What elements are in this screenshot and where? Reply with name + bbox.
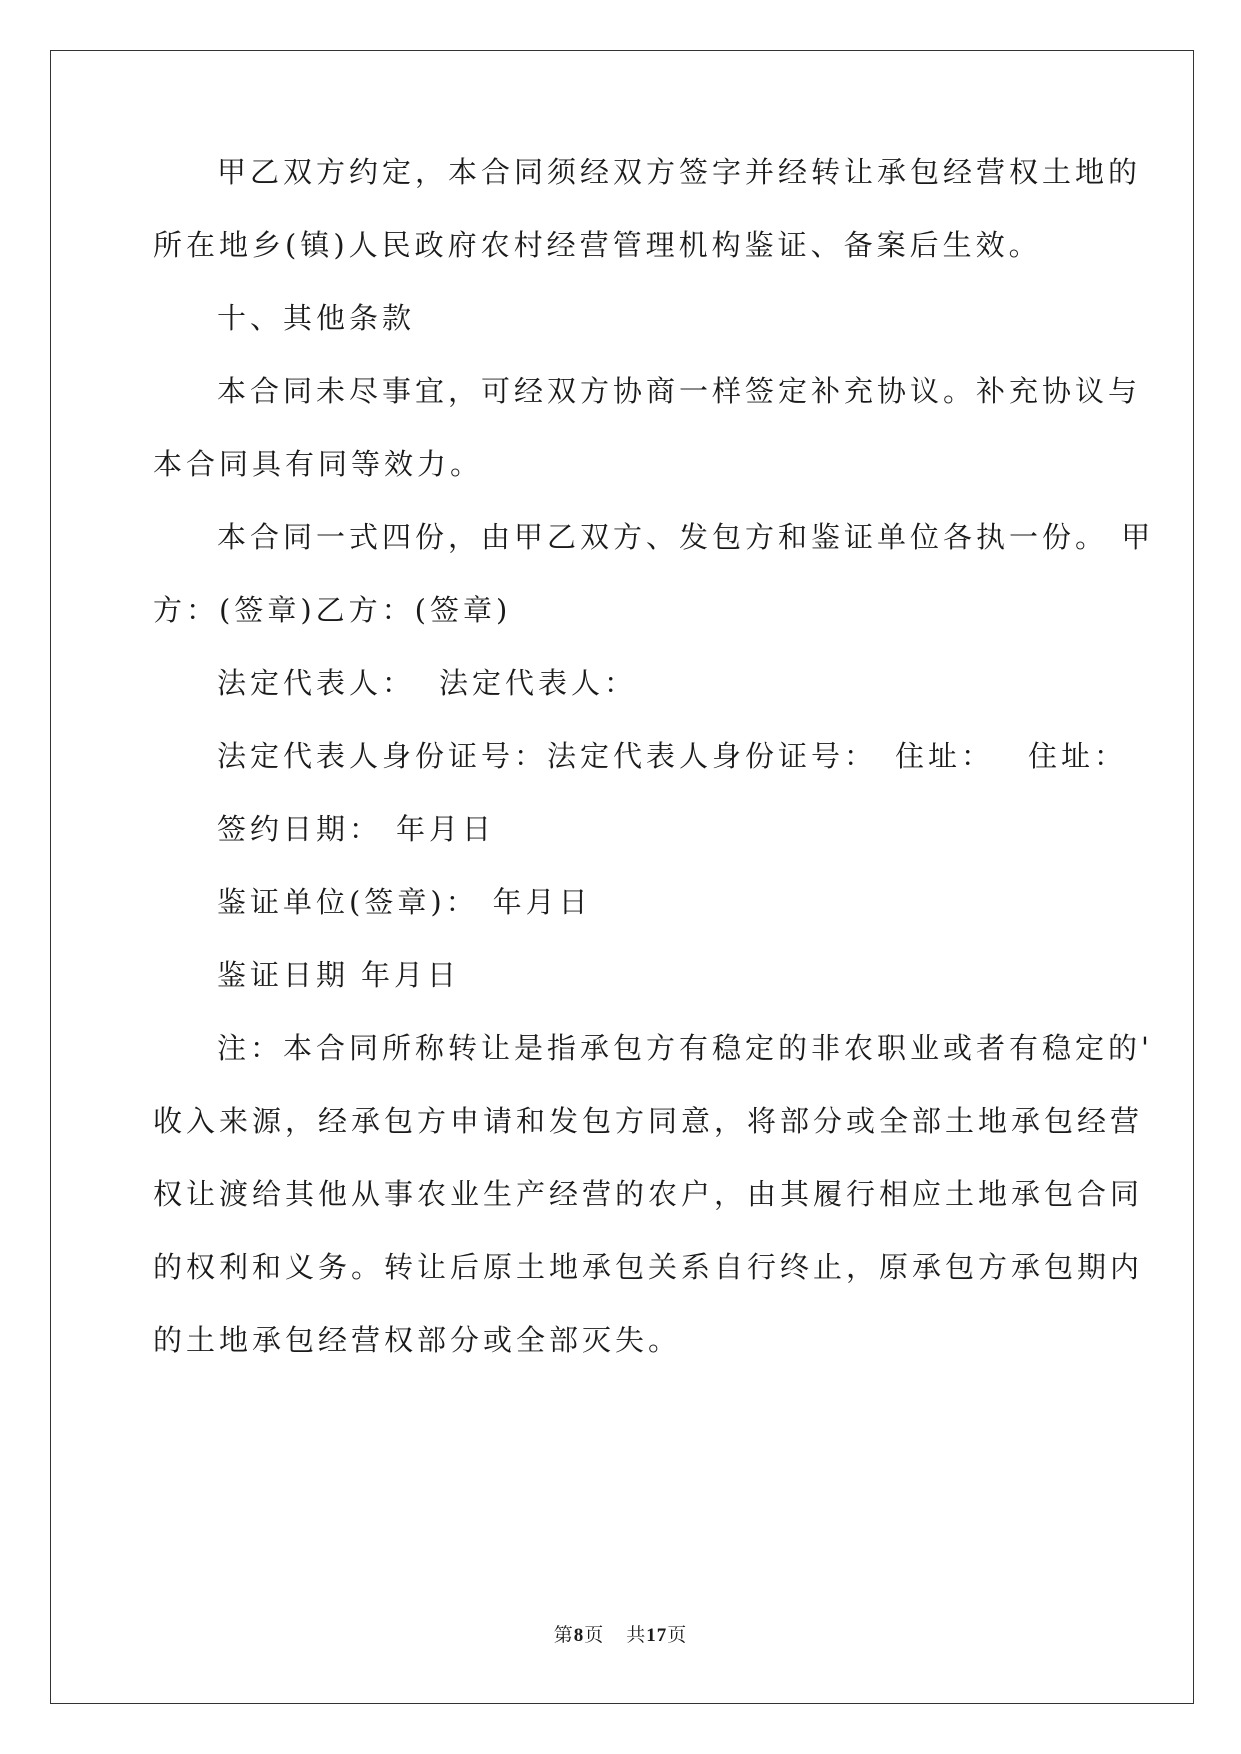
page-footer [0, 1624, 1241, 1648]
signing-date-value: 年月日 [396, 812, 496, 846]
id-number-line [217, 736, 1127, 776]
total-suffix: 页 [667, 1625, 688, 1646]
certifying-unit-date: 年月日 [492, 885, 592, 919]
page-number: 8 [573, 1625, 585, 1646]
party-a-address-label: 住址： [895, 739, 995, 773]
certification-date-line [217, 955, 460, 995]
page-prefix: 第 [553, 1625, 574, 1646]
total-prefix: 共 [626, 1625, 647, 1646]
paragraph-line: 甲乙双方约定，本合同须经双方签字并经转让承包经营权土地的 [217, 155, 1142, 189]
certifying-unit-line [217, 882, 592, 922]
paragraph-line: 所在地乡(镇)人民政府农村经营管理机构鉴证、备案后生效。 [153, 228, 1042, 262]
paragraph-line: 本合同具有同等效力。 [153, 447, 484, 481]
signature-line: 方：(签章)乙方：(签章) [153, 593, 512, 627]
certification-date-label: 鉴证日期 [217, 958, 350, 992]
signing-date-label: 签约日期： [217, 812, 383, 846]
party-b-representative-label: 法定代表人： [439, 666, 638, 700]
note-line: 的土地承包经营权部分或全部灭失。 [153, 1323, 682, 1357]
signing-date-line [217, 809, 495, 849]
paragraph-line: 本合同未尽事宜，可经双方协商一样签定补充协议。补充协议与 [217, 374, 1142, 408]
page-suffix: 页 [584, 1625, 605, 1646]
party-a-representative-label: 法定代表人： [217, 666, 416, 700]
note-line: 注：本合同所称转让是指承包方有稳定的非农职业或者有稳定的' [217, 1031, 1153, 1065]
note-line: 权让渡给其他从事农业生产经营的农户，由其履行相应土地承包合同 [153, 1177, 1144, 1211]
party-b-address-label: 住址： [1028, 739, 1128, 773]
paragraph-line: 本合同一式四份，由甲乙双方、发包方和鉴证单位各执一份。 甲 [217, 520, 1155, 554]
representative-id-labels: 法定代表人身份证号：法定代表人身份证号： [217, 739, 878, 773]
note-line: 的权利和义务。转让后原土地承包关系自行终止，原承包方承包期内 [153, 1250, 1144, 1284]
note-line: 收入来源，经承包方申请和发包方同意，将部分或全部土地承包经营 [153, 1104, 1144, 1138]
total-pages: 17 [646, 1625, 668, 1646]
section-heading: 十、其他条款 [217, 301, 416, 335]
certification-date-value: 年月日 [361, 958, 461, 992]
certifying-unit-label: 鉴证单位(签章)： [217, 885, 479, 919]
legal-representative-line [217, 663, 637, 703]
